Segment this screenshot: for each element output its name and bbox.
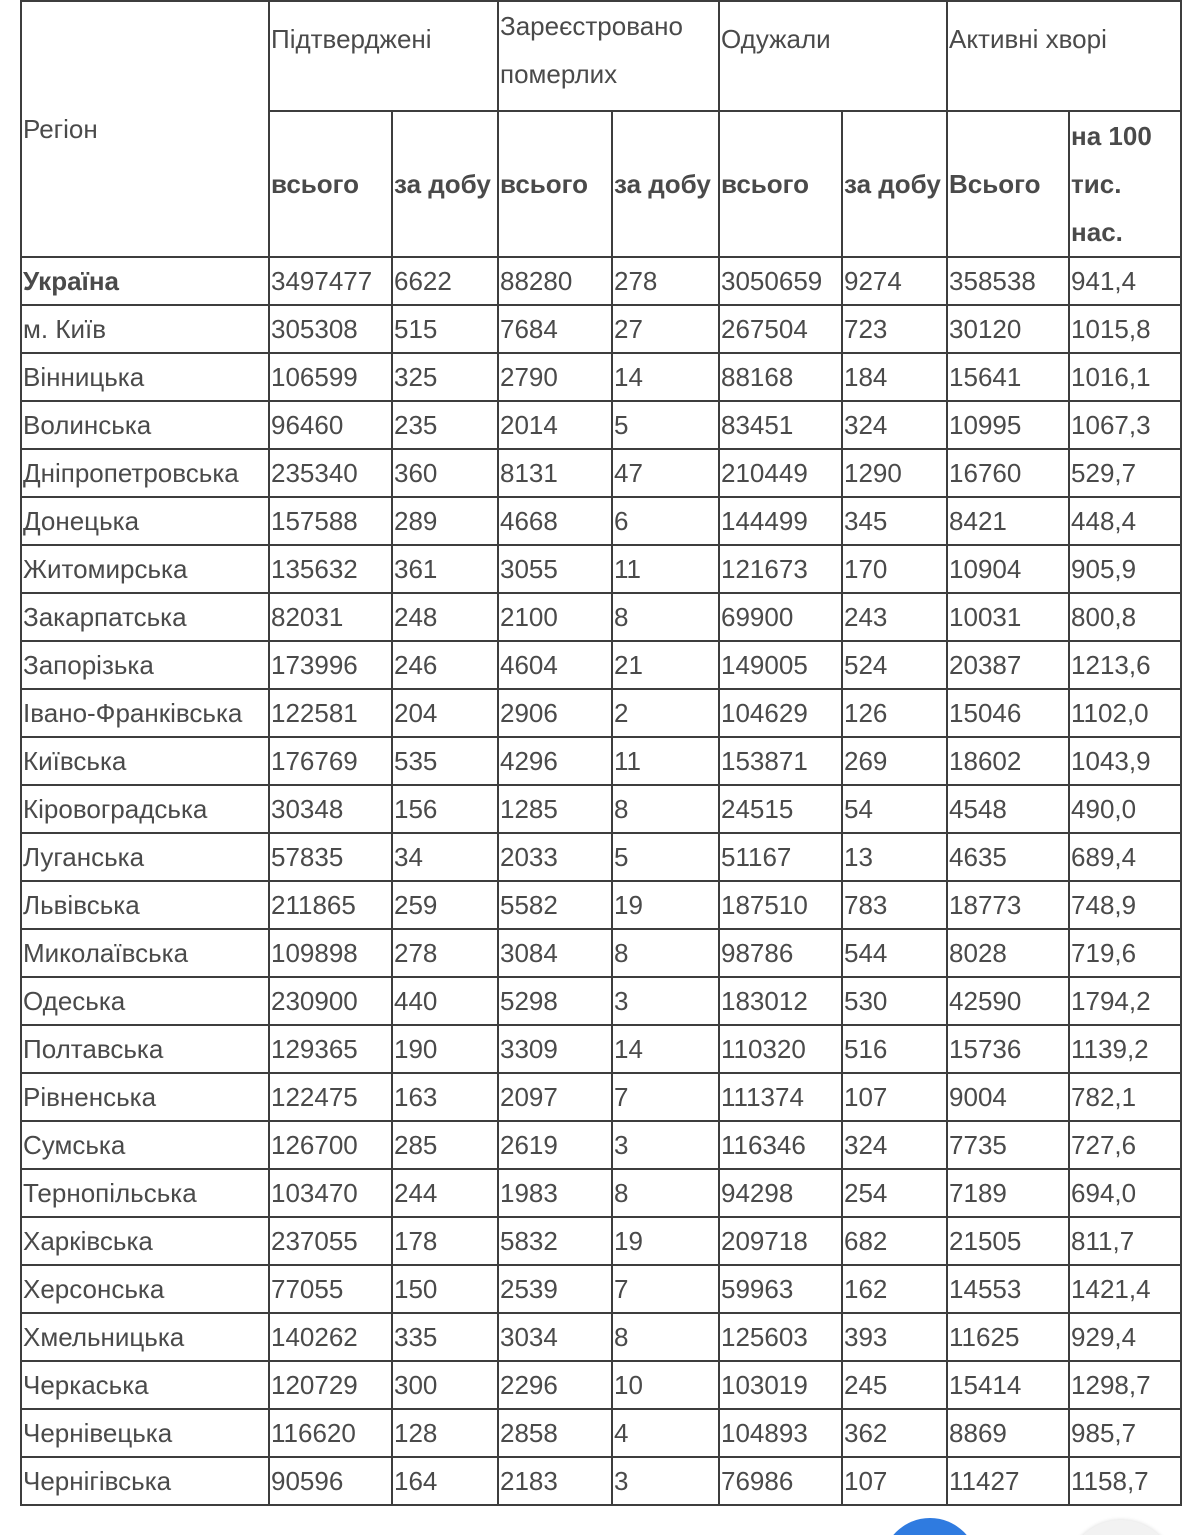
table-row: [21, 1217, 1181, 1265]
cell-active-total: 14553: [947, 1265, 1069, 1313]
cell-confirmed-total: 157588: [269, 497, 392, 545]
cell-confirmed-daily: 248: [392, 593, 498, 641]
table-row: [21, 545, 1181, 593]
cell-confirmed-daily: 440: [392, 977, 498, 1025]
cell-deaths-daily: 19: [612, 1217, 719, 1265]
cell-active-per-100k: 941,4: [1069, 257, 1181, 305]
cell-confirmed-total: 235340: [269, 449, 392, 497]
cell-active-total: 18602: [947, 737, 1069, 785]
cell-region: Кіровоградська: [21, 785, 269, 833]
cell-confirmed-total: 135632: [269, 545, 392, 593]
table-row: [21, 881, 1181, 929]
cell-confirmed-total: 122475: [269, 1073, 392, 1121]
cell-recovered-total: 69900: [719, 593, 842, 641]
cell-active-per-100k: 905,9: [1069, 545, 1181, 593]
cell-deaths-total: 2539: [498, 1265, 612, 1313]
cell-confirmed-total: 126700: [269, 1121, 392, 1169]
cell-recovered-daily: 324: [842, 1121, 947, 1169]
cell-confirmed-total: 30348: [269, 785, 392, 833]
cell-recovered-daily: 245: [842, 1361, 947, 1409]
cell-recovered-total: 104629: [719, 689, 842, 737]
cell-deaths-total: 4668: [498, 497, 612, 545]
cell-deaths-total: 3309: [498, 1025, 612, 1073]
cell-active-total: 8028: [947, 929, 1069, 977]
cell-deaths-daily: 3: [612, 1457, 719, 1505]
table-row: [21, 305, 1181, 353]
cell-recovered-total: 51167: [719, 833, 842, 881]
cell-active-per-100k: 1794,2: [1069, 977, 1181, 1025]
cell-confirmed-total: 305308: [269, 305, 392, 353]
cell-recovered-daily: 107: [842, 1457, 947, 1505]
table-row: [21, 1409, 1181, 1457]
cell-region: м. Київ: [21, 305, 269, 353]
cell-deaths-daily: 8: [612, 929, 719, 977]
cell-deaths-daily: 8: [612, 593, 719, 641]
cell-confirmed-daily: 300: [392, 1361, 498, 1409]
table-row: [21, 1361, 1181, 1409]
chat-button[interactable]: [882, 1518, 978, 1535]
cell-recovered-daily: 184: [842, 353, 947, 401]
table-row: [21, 977, 1181, 1025]
cell-active-per-100k: 529,7: [1069, 449, 1181, 497]
cell-recovered-daily: 524: [842, 641, 947, 689]
subheader-confirmed-daily: за добу: [392, 111, 498, 257]
cell-confirmed-daily: 360: [392, 449, 498, 497]
cell-region: Дніпропетровська: [21, 449, 269, 497]
cell-recovered-total: 210449: [719, 449, 842, 497]
cell-active-total: 16760: [947, 449, 1069, 497]
subheader-confirmed-total: всього: [269, 111, 392, 257]
cell-deaths-daily: 3: [612, 1121, 719, 1169]
cell-active-total: 21505: [947, 1217, 1069, 1265]
cell-deaths-total: 4296: [498, 737, 612, 785]
cell-recovered-total: 153871: [719, 737, 842, 785]
table-row: [21, 593, 1181, 641]
cell-recovered-daily: 269: [842, 737, 947, 785]
header-active: Активні хворі: [947, 1, 1181, 111]
cell-active-per-100k: 985,7: [1069, 1409, 1181, 1457]
cell-region: Полтавська: [21, 1025, 269, 1073]
cell-confirmed-daily: 150: [392, 1265, 498, 1313]
cell-confirmed-total: 116620: [269, 1409, 392, 1457]
cell-recovered-total: 103019: [719, 1361, 842, 1409]
table-row: [21, 1313, 1181, 1361]
cell-active-per-100k: 719,6: [1069, 929, 1181, 977]
cell-active-total: 42590: [947, 977, 1069, 1025]
cell-deaths-total: 2014: [498, 401, 612, 449]
cell-active-total: 8421: [947, 497, 1069, 545]
cell-recovered-total: 183012: [719, 977, 842, 1025]
cell-recovered-daily: 530: [842, 977, 947, 1025]
cell-region: Закарпатська: [21, 593, 269, 641]
cell-recovered-total: 116346: [719, 1121, 842, 1169]
cell-confirmed-total: 176769: [269, 737, 392, 785]
cell-deaths-daily: 11: [612, 545, 719, 593]
cell-confirmed-daily: 156: [392, 785, 498, 833]
cell-active-per-100k: 1213,6: [1069, 641, 1181, 689]
cell-region: Житомирська: [21, 545, 269, 593]
cell-region: Львівська: [21, 881, 269, 929]
cell-recovered-total: 83451: [719, 401, 842, 449]
cell-active-total: 9004: [947, 1073, 1069, 1121]
table-row: [21, 497, 1181, 545]
cell-confirmed-daily: 515: [392, 305, 498, 353]
cell-deaths-daily: 14: [612, 353, 719, 401]
cell-deaths-daily: 7: [612, 1265, 719, 1313]
cell-active-per-100k: 490,0: [1069, 785, 1181, 833]
cell-deaths-daily: 5: [612, 833, 719, 881]
scroll-button[interactable]: [1066, 1520, 1176, 1535]
cell-confirmed-daily: 190: [392, 1025, 498, 1073]
cell-region: Одеська: [21, 977, 269, 1025]
cell-deaths-total: 2619: [498, 1121, 612, 1169]
cell-recovered-total: 59963: [719, 1265, 842, 1313]
cell-confirmed-daily: 6622: [392, 257, 498, 305]
cell-region: Вінницька: [21, 353, 269, 401]
cell-region: Черкаська: [21, 1361, 269, 1409]
cell-confirmed-total: 237055: [269, 1217, 392, 1265]
cell-deaths-daily: 8: [612, 1313, 719, 1361]
cell-confirmed-total: 82031: [269, 593, 392, 641]
cell-deaths-daily: 11: [612, 737, 719, 785]
cell-active-total: 18773: [947, 881, 1069, 929]
cell-confirmed-daily: 204: [392, 689, 498, 737]
cell-confirmed-daily: 34: [392, 833, 498, 881]
header-deaths: Зареєстровано померлих: [498, 1, 719, 111]
cell-recovered-total: 121673: [719, 545, 842, 593]
cell-deaths-total: 5298: [498, 977, 612, 1025]
cell-active-per-100k: 800,8: [1069, 593, 1181, 641]
cell-active-per-100k: 1015,8: [1069, 305, 1181, 353]
cell-deaths-daily: 47: [612, 449, 719, 497]
cell-active-total: 15641: [947, 353, 1069, 401]
cell-active-per-100k: 448,4: [1069, 497, 1181, 545]
cell-confirmed-daily: 535: [392, 737, 498, 785]
cell-region: Україна: [21, 257, 269, 305]
cell-confirmed-daily: 178: [392, 1217, 498, 1265]
cell-confirmed-daily: 278: [392, 929, 498, 977]
cell-active-per-100k: 689,4: [1069, 833, 1181, 881]
cell-active-per-100k: 1043,9: [1069, 737, 1181, 785]
cell-recovered-daily: 54: [842, 785, 947, 833]
cell-deaths-daily: 10: [612, 1361, 719, 1409]
subheader-recovered-daily: за добу: [842, 111, 947, 257]
cell-recovered-total: 149005: [719, 641, 842, 689]
cell-confirmed-daily: 235: [392, 401, 498, 449]
cell-deaths-total: 1285: [498, 785, 612, 833]
cell-recovered-daily: 544: [842, 929, 947, 977]
table-row: [21, 353, 1181, 401]
cell-deaths-daily: 278: [612, 257, 719, 305]
cell-recovered-daily: 1290: [842, 449, 947, 497]
cell-active-total: 11625: [947, 1313, 1069, 1361]
cell-deaths-total: 3034: [498, 1313, 612, 1361]
cell-recovered-total: 267504: [719, 305, 842, 353]
subheader-active-total: Всього: [947, 111, 1069, 257]
cell-confirmed-total: 77055: [269, 1265, 392, 1313]
table-row: [21, 929, 1181, 977]
cell-region: Харківська: [21, 1217, 269, 1265]
cell-confirmed-total: 57835: [269, 833, 392, 881]
cell-deaths-daily: 21: [612, 641, 719, 689]
subheader-deaths-daily: за добу: [612, 111, 719, 257]
cell-region: Івано-Франківська: [21, 689, 269, 737]
cell-recovered-total: 24515: [719, 785, 842, 833]
cell-deaths-total: 4604: [498, 641, 612, 689]
cell-recovered-daily: 516: [842, 1025, 947, 1073]
cell-deaths-daily: 6: [612, 497, 719, 545]
cell-recovered-daily: 107: [842, 1073, 947, 1121]
table-row: [21, 257, 1181, 305]
subheader-recovered-total: всього: [719, 111, 842, 257]
cell-active-per-100k: 929,4: [1069, 1313, 1181, 1361]
header-confirmed: Підтверджені: [269, 1, 498, 111]
cell-region: Донецька: [21, 497, 269, 545]
table-row: [21, 401, 1181, 449]
cell-region: Миколаївська: [21, 929, 269, 977]
cell-deaths-total: 2906: [498, 689, 612, 737]
cell-active-per-100k: 1016,1: [1069, 353, 1181, 401]
cell-recovered-total: 76986: [719, 1457, 842, 1505]
cell-active-per-100k: 782,1: [1069, 1073, 1181, 1121]
cell-region: Луганська: [21, 833, 269, 881]
cell-recovered-daily: 243: [842, 593, 947, 641]
cell-active-total: 7189: [947, 1169, 1069, 1217]
cell-confirmed-total: 109898: [269, 929, 392, 977]
table-row: [21, 1121, 1181, 1169]
cell-recovered-total: 3050659: [719, 257, 842, 305]
cell-deaths-daily: 3: [612, 977, 719, 1025]
cell-active-total: 15046: [947, 689, 1069, 737]
cell-confirmed-total: 129365: [269, 1025, 392, 1073]
cell-active-per-100k: 1298,7: [1069, 1361, 1181, 1409]
cell-recovered-total: 94298: [719, 1169, 842, 1217]
cell-active-per-100k: 1102,0: [1069, 689, 1181, 737]
cell-deaths-total: 7684: [498, 305, 612, 353]
table-body: [21, 257, 1181, 1505]
cell-recovered-daily: 162: [842, 1265, 947, 1313]
cell-recovered-total: 88168: [719, 353, 842, 401]
cell-deaths-total: 5582: [498, 881, 612, 929]
table-row: [21, 1169, 1181, 1217]
cell-recovered-daily: 254: [842, 1169, 947, 1217]
cell-recovered-total: 209718: [719, 1217, 842, 1265]
cell-deaths-total: 2790: [498, 353, 612, 401]
cell-region: Тернопільська: [21, 1169, 269, 1217]
cell-region: Хмельницька: [21, 1313, 269, 1361]
table-row: [21, 449, 1181, 497]
cell-recovered-total: 125603: [719, 1313, 842, 1361]
cell-recovered-daily: 682: [842, 1217, 947, 1265]
table-row: [21, 1457, 1181, 1505]
cell-deaths-daily: 5: [612, 401, 719, 449]
cell-deaths-daily: 19: [612, 881, 719, 929]
cell-recovered-daily: 126: [842, 689, 947, 737]
cell-active-total: 11427: [947, 1457, 1069, 1505]
cell-recovered-daily: 362: [842, 1409, 947, 1457]
cell-recovered-total: 98786: [719, 929, 842, 977]
cell-region: Рівненська: [21, 1073, 269, 1121]
cell-confirmed-total: 103470: [269, 1169, 392, 1217]
cell-confirmed-daily: 128: [392, 1409, 498, 1457]
cell-deaths-total: 3084: [498, 929, 612, 977]
cell-recovered-daily: 723: [842, 305, 947, 353]
cell-recovered-daily: 393: [842, 1313, 947, 1361]
cell-confirmed-total: 211865: [269, 881, 392, 929]
cell-active-per-100k: 694,0: [1069, 1169, 1181, 1217]
cell-active-per-100k: 1067,3: [1069, 401, 1181, 449]
cell-confirmed-total: 106599: [269, 353, 392, 401]
cell-confirmed-total: 173996: [269, 641, 392, 689]
cell-deaths-daily: 8: [612, 785, 719, 833]
header-region: Регіон: [21, 1, 269, 257]
cell-deaths-total: 3055: [498, 545, 612, 593]
cell-active-total: 7735: [947, 1121, 1069, 1169]
cell-recovered-daily: 9274: [842, 257, 947, 305]
cell-region: Чернівецька: [21, 1409, 269, 1457]
cell-confirmed-daily: 289: [392, 497, 498, 545]
cell-active-total: 10904: [947, 545, 1069, 593]
cell-deaths-daily: 2: [612, 689, 719, 737]
cell-deaths-daily: 8: [612, 1169, 719, 1217]
cell-confirmed-daily: 335: [392, 1313, 498, 1361]
cell-active-total: 20387: [947, 641, 1069, 689]
cell-active-per-100k: 1421,4: [1069, 1265, 1181, 1313]
cell-recovered-daily: 783: [842, 881, 947, 929]
cell-deaths-daily: 27: [612, 305, 719, 353]
covid-stats-table: [20, 0, 1182, 1506]
cell-deaths-daily: 7: [612, 1073, 719, 1121]
cell-active-total: 4548: [947, 785, 1069, 833]
cell-recovered-total: 110320: [719, 1025, 842, 1073]
cell-confirmed-daily: 325: [392, 353, 498, 401]
cell-confirmed-total: 140262: [269, 1313, 392, 1361]
cell-recovered-total: 144499: [719, 497, 842, 545]
cell-recovered-daily: 345: [842, 497, 947, 545]
cell-active-total: 8869: [947, 1409, 1069, 1457]
cell-recovered-daily: 170: [842, 545, 947, 593]
cell-deaths-total: 2097: [498, 1073, 612, 1121]
cell-region: Херсонська: [21, 1265, 269, 1313]
cell-confirmed-daily: 285: [392, 1121, 498, 1169]
cell-active-per-100k: 1139,2: [1069, 1025, 1181, 1073]
cell-confirmed-daily: 163: [392, 1073, 498, 1121]
cell-deaths-total: 2100: [498, 593, 612, 641]
table-row: [21, 1073, 1181, 1121]
cell-confirmed-total: 120729: [269, 1361, 392, 1409]
cell-confirmed-daily: 244: [392, 1169, 498, 1217]
cell-deaths-daily: 14: [612, 1025, 719, 1073]
table-row: [21, 1265, 1181, 1313]
cell-deaths-daily: 4: [612, 1409, 719, 1457]
cell-recovered-daily: 13: [842, 833, 947, 881]
cell-active-total: 15414: [947, 1361, 1069, 1409]
cell-confirmed-total: 3497477: [269, 257, 392, 305]
table-row: [21, 785, 1181, 833]
cell-deaths-total: 2183: [498, 1457, 612, 1505]
cell-active-per-100k: 811,7: [1069, 1217, 1181, 1265]
table-row: [21, 689, 1181, 737]
cell-confirmed-total: 90596: [269, 1457, 392, 1505]
cell-deaths-total: 2858: [498, 1409, 612, 1457]
cell-confirmed-total: 230900: [269, 977, 392, 1025]
cell-active-total: 10995: [947, 401, 1069, 449]
cell-confirmed-total: 96460: [269, 401, 392, 449]
cell-deaths-total: 2296: [498, 1361, 612, 1409]
cell-deaths-total: 1983: [498, 1169, 612, 1217]
table-row: [21, 1025, 1181, 1073]
cell-active-per-100k: 1158,7: [1069, 1457, 1181, 1505]
cell-recovered-total: 104893: [719, 1409, 842, 1457]
cell-confirmed-daily: 259: [392, 881, 498, 929]
cell-deaths-total: 2033: [498, 833, 612, 881]
cell-confirmed-daily: 164: [392, 1457, 498, 1505]
table-row: [21, 737, 1181, 785]
cell-active-per-100k: 748,9: [1069, 881, 1181, 929]
header-recovered: Одужали: [719, 1, 947, 111]
cell-active-per-100k: 727,6: [1069, 1121, 1181, 1169]
cell-region: Запорізька: [21, 641, 269, 689]
cell-recovered-total: 187510: [719, 881, 842, 929]
cell-recovered-total: 111374: [719, 1073, 842, 1121]
cell-confirmed-total: 122581: [269, 689, 392, 737]
table-row: [21, 641, 1181, 689]
cell-region: Чернігівська: [21, 1457, 269, 1505]
cell-region: Київська: [21, 737, 269, 785]
cell-region: Волинська: [21, 401, 269, 449]
cell-deaths-total: 88280: [498, 257, 612, 305]
cell-deaths-total: 8131: [498, 449, 612, 497]
subheader-active-per-100k: на 100 тис. нас.: [1069, 111, 1181, 257]
cell-confirmed-daily: 361: [392, 545, 498, 593]
cell-active-total: 30120: [947, 305, 1069, 353]
cell-active-total: 4635: [947, 833, 1069, 881]
table-row: [21, 833, 1181, 881]
cell-active-total: 15736: [947, 1025, 1069, 1073]
cell-active-total: 10031: [947, 593, 1069, 641]
subheader-deaths-total: всього: [498, 111, 612, 257]
cell-recovered-daily: 324: [842, 401, 947, 449]
cell-active-total: 358538: [947, 257, 1069, 305]
cell-confirmed-daily: 246: [392, 641, 498, 689]
cell-deaths-total: 5832: [498, 1217, 612, 1265]
cell-region: Сумська: [21, 1121, 269, 1169]
